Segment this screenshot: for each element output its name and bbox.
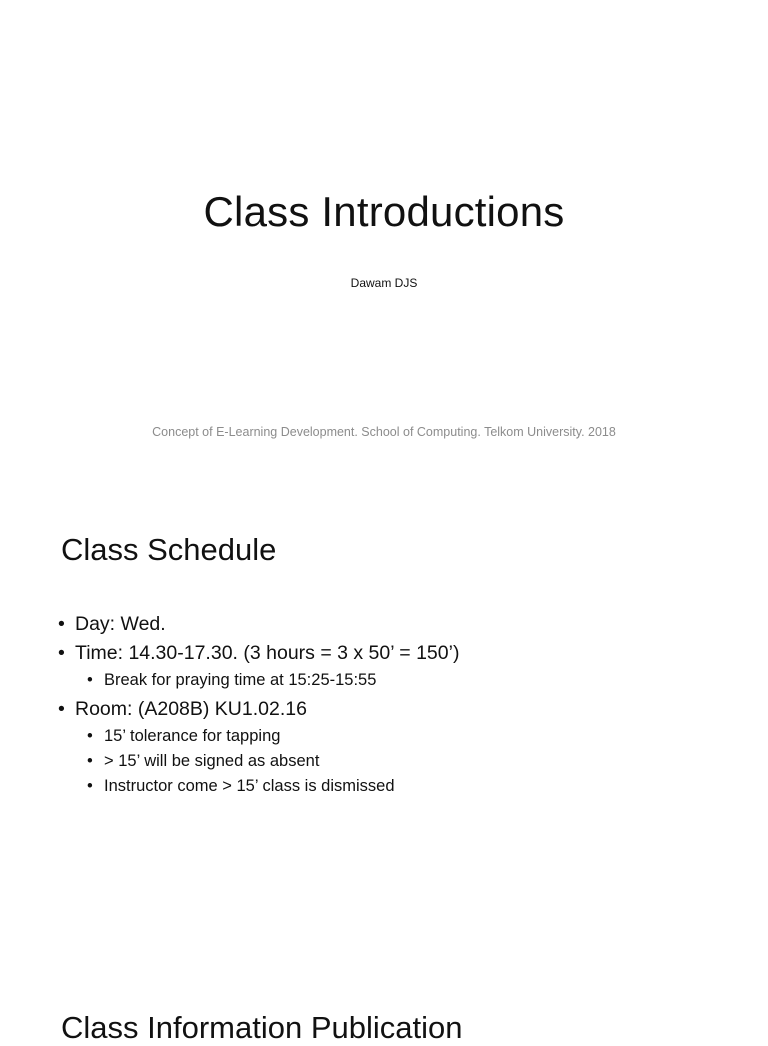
bullet-room: • Room: (A208B) KU1.02.16 [58,695,459,724]
sub-bullet-absent: • > 15’ will be signed as absent [58,749,459,774]
presentation-title: Class Introductions [203,188,565,235]
sub-list-room [58,724,459,799]
sub-bullet-break: • Break for praying time at 15:25-15:55 [58,668,459,693]
bullet-day: • Day: Wed. [58,610,459,639]
sub-list-time [58,668,459,693]
slide-class-schedule [0,486,768,972]
bullet-list [58,610,459,801]
slide-class-information [0,972,768,1045]
slide-heading: Class Information Publication [61,1010,463,1045]
slide-title [0,0,768,486]
sub-bullet-tolerance: • 15’ tolerance for tapping [58,724,459,749]
author-name: Dawam DJS [350,276,418,290]
sub-bullet-dismissed: • Instructor come > 15’ class is dismissed [58,774,459,799]
slide-footer: Concept of E-Learning Development. School of Computing. Telkom University. 2018 [152,425,616,439]
bullet-time: • Time: 14.30-17.30. (3 hours = 3 x 50’ = 150’) [58,639,459,668]
slide-heading: Class Schedule [61,532,277,567]
